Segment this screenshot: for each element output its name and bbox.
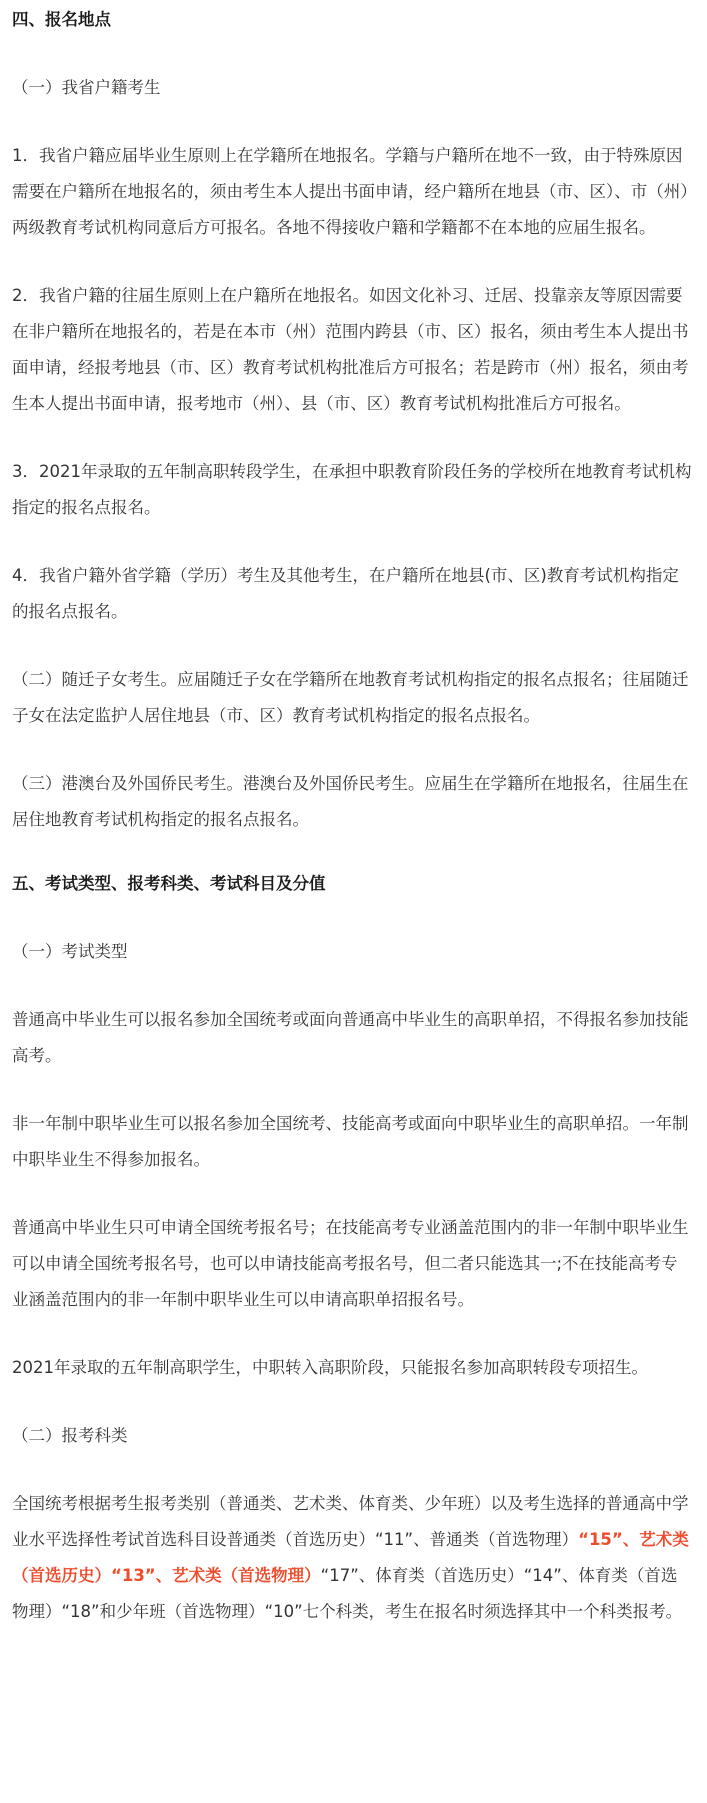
section5-subheading-1: （一）考试类型 <box>12 942 128 961</box>
section4-paragraph-6: （三）港澳台及外国侨民考生。港澳台及外国侨民考生。应届生在学籍所在地报名，往届生在居住地教育考试机构指定的报名点报名。 <box>12 774 689 829</box>
section4-heading: 四、报名地点 <box>12 10 111 29</box>
section5-heading: 五、考试类型、报考科类、考试科目及分值 <box>12 874 326 893</box>
section5-subheading-2: （二）报考科类 <box>12 1426 128 1445</box>
section4-paragraph-3: 3．2021年录取的五年制高职转段学生，在承担中职教育阶段任务的学校所在地教育考试机构指定的报名点报名。 <box>12 462 692 517</box>
section5-paragraph-1: 普通高中毕业生可以报名参加全国统考或面向普通高中毕业生的高职单招，不得报名参加技能高考。 <box>12 1010 689 1065</box>
section4-paragraph-4: 4．我省户籍外省学籍（学历）考生及其他考生，在户籍所在地县(市、区)教育考试机构指定的报名点报名。 <box>12 566 679 621</box>
highlighted-categories: “15”、艺术类（首选历史）“13”、艺术类（首选物理） <box>12 1530 689 1585</box>
section4-subheading-1: （一）我省户籍考生 <box>12 78 161 97</box>
section4-paragraph-2: 2．我省户籍的往届生原则上在户籍所在地报名。如因文化补习、迁居、投靠亲友等原因需要在非户籍所在地报名的，若是在本市（州）范围内跨县（市、区）报名，须由考生本人提出书面申请，经报考地县（市、区）教育考试机构批准后方可报名；若是跨市（州）报名，须由考生本人提出书面申请，报考地市（州）、县（市、区）教育考试机构批准后方可报名。 <box>12 286 689 413</box>
paragraph-5-text-b: “17”、体育类（首选历史）“14”、体育类（首选物理）“18”和少年班（首选物理）“10”七个科类，考生在报名时须选择其中一个科类报考。 <box>12 1566 683 1621</box>
section5-paragraph-2: 非一年制中职毕业生可以报名参加全国统考、技能高考或面向中职毕业生的高职单招。一年制中职毕业生不得参加报名。 <box>12 1114 689 1169</box>
paragraph-5-text-a: 全国统考根据考生报考类别（普通类、艺术类、体育类、少年班）以及考生选择的普通高中学业水平选择性考试首选科目设普通类（首选历史）“11”、普通类（首选物理） <box>12 1494 689 1549</box>
section4-paragraph-5: （二）随迁子女考生。应届随迁子女在学籍所在地教育考试机构指定的报名点报名；往届随迁子女在法定监护人居住地县（市、区）教育考试机构指定的报名点报名。 <box>12 670 689 725</box>
section5-paragraph-3: 普通高中毕业生只可申请全国统考报名号；在技能高考专业涵盖范围内的非一年制中职毕业生可以申请全国统考报名号，也可以申请技能高考报名号，但二者只能选其一;不在技能高考专业涵盖范围内的非一年制中职毕业生可以申请高职单招报名号。 <box>12 1218 689 1309</box>
section4-paragraph-1: 1．我省户籍应届毕业生原则上在学籍所在地报名。学籍与户籍所在地不一致，由于特殊原因需要在户籍所在地报名的，须由考生本人提出书面申请，经户籍所在地县（市、区）、市（州）两级教育考试机构同意后方可报名。各地不得接收户籍和学籍都不在本地的应届生报名。 <box>12 146 689 237</box>
section5-paragraph-5 <box>12 1486 693 1630</box>
section5-paragraph-4: 2021年录取的五年制高职学生，中职转入高职阶段，只能报名参加高职转段专项招生。 <box>12 1358 648 1377</box>
